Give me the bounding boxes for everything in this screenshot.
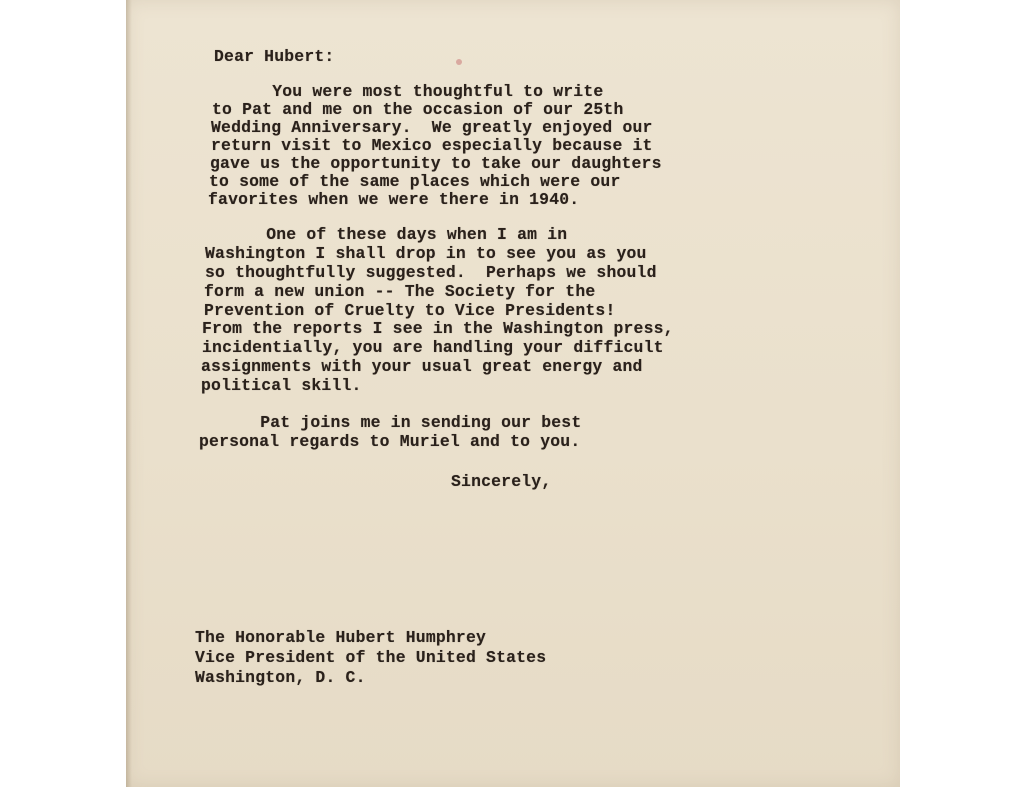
paragraph-1-line: to Pat and me on the occasion of our 25th <box>212 100 624 119</box>
paragraph-2-line: assignments with your usual great energy and <box>201 357 643 376</box>
paragraph-2-line: From the reports I see in the Washington press, <box>202 319 674 338</box>
paragraph-2-line: Prevention of Cruelty to Vice Presidents! <box>204 301 616 320</box>
page-edge-shadow <box>126 0 132 787</box>
paragraph-3-line: Pat joins me in sending our best <box>200 413 582 432</box>
paragraph-2-line: political skill. <box>201 376 362 395</box>
address-line: Vice President of the United States <box>195 648 547 667</box>
paragraph-2-line: Washington I shall drop in to see you as you <box>205 244 647 263</box>
paragraph-1-line: Wedding Anniversary. We greatly enjoyed our <box>211 118 653 137</box>
paragraph-2-line: so thoughtfully suggested. Perhaps we should <box>205 263 657 282</box>
paragraph-2-line: incidentially, you are handling your difficult <box>202 338 664 357</box>
paragraph-3-line: personal regards to Muriel and to you. <box>199 432 581 451</box>
paragraph-2-line: One of these days when I am in <box>206 225 568 244</box>
paragraph-1-line: favorites when we were there in 1940. <box>208 190 580 209</box>
address-line: The Honorable Hubert Humphrey <box>195 628 487 647</box>
paragraph-1-line: to some of the same places which were our <box>209 172 621 191</box>
address-line: Washington, D. C. <box>195 668 366 687</box>
paragraph-2-line: form a new union -- The Society for the <box>204 282 596 301</box>
ink-spot <box>456 59 462 65</box>
paragraph-1-line: return visit to Mexico especially because it <box>211 136 653 155</box>
paragraph-1-line: gave us the opportunity to take our daughters <box>210 154 662 173</box>
salutation: Dear Hubert: <box>214 47 335 66</box>
paragraph-1-line: You were most thoughtful to write <box>212 82 604 101</box>
closing: Sincerely, <box>451 472 552 491</box>
